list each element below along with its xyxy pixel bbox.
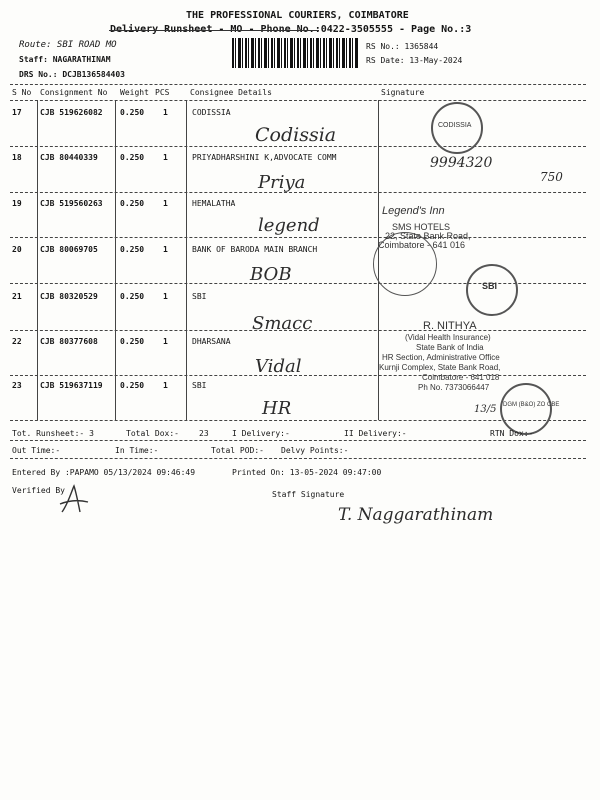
runsheet-strike [109, 30, 319, 31]
column-line [186, 100, 187, 420]
column-line [115, 100, 116, 420]
row-consignment: CJB 80069705 [40, 245, 98, 254]
officer-line: Coimbatore - 641 018 [422, 373, 500, 382]
phone-scrawl-2: 750 [540, 170, 563, 184]
col-signature: Signature [381, 88, 425, 97]
col-sno: S No [12, 88, 32, 97]
hotel-stamp-line: SMS HOTELS [392, 222, 451, 232]
staff-signature-label: Staff Signature [272, 490, 345, 499]
row-sno: 18 [12, 153, 22, 162]
row-sno: 22 [12, 337, 22, 346]
i-delivery: I Delivery:- [232, 429, 290, 438]
handwritten-signature: legend [258, 215, 320, 236]
row-sno: 19 [12, 199, 22, 208]
row-weight: 0.250 [120, 108, 145, 117]
seal-text: SBI [482, 281, 498, 291]
row-consignee: CODISSIA [192, 108, 231, 117]
row-pcs: 1 [163, 245, 168, 254]
row-consignee: PRIYADHARSHINI K,ADVOCATE COMM [192, 153, 337, 162]
staff-label: Staff: NAGARATHINAM [19, 55, 111, 64]
runsheet-title: Delivery Runsheet - MO - Phone No.:0422-3505555 - Page No.:3 [110, 24, 472, 35]
col-pcs: PCS [155, 88, 170, 97]
officer-line: HR Section, Administrative Office [382, 353, 500, 362]
row-consignment: CJB 519626082 [40, 108, 103, 117]
row-pcs: 1 [163, 199, 168, 208]
hotel-stamp-name: Legend's Inn [382, 205, 445, 217]
row-weight: 0.250 [120, 292, 145, 301]
rs-number: RS No.: 1365844 [366, 42, 439, 51]
dgm-seal-icon [500, 383, 552, 435]
tot-runsheet: Tot. Runsheet:- 3 [12, 429, 94, 438]
officer-line: Ph No. 7373066447 [418, 383, 490, 392]
handwritten-signature: Vidal [255, 356, 302, 377]
seal-text: DGM (B&O) ZO CBE [503, 402, 560, 408]
row-consignee: BANK OF BARODA MAIN BRANCH [192, 245, 318, 254]
hotel-stamp-line: Coimbatore - 641 016 [378, 240, 466, 250]
col-consignment: Consignment No [40, 88, 108, 97]
row-pcs: 1 [163, 381, 168, 390]
officer-name: R. NITHYA [423, 320, 477, 332]
seal-text: CODISSIA [438, 122, 472, 129]
divider [10, 192, 586, 193]
row-pcs: 1 [163, 153, 168, 162]
divider [10, 237, 586, 238]
row-consignee: SBI [192, 292, 207, 301]
ii-delivery: II Delivery:- [344, 429, 407, 438]
printed-on: Printed On: 13-05-2024 09:47:00 [232, 468, 382, 477]
officer-line: State Bank of India [416, 343, 484, 352]
row-sno: 17 [12, 108, 22, 117]
divider [10, 440, 586, 441]
total-dox-label: Total Dox:- [126, 429, 179, 438]
officer-line: (Vidal Health Insurance) [405, 333, 491, 342]
row-sno: 21 [12, 292, 22, 301]
row-pcs: 1 [163, 337, 168, 346]
rtn-dox: RTN Dox:- [490, 429, 534, 438]
divider [10, 420, 586, 421]
handwritten-signature: BOB [250, 264, 292, 285]
row-pcs: 1 [163, 108, 168, 117]
row-consignee: SBI [192, 381, 207, 390]
divider [10, 330, 586, 331]
entered-by: Entered By :PAPAMO 05/13/2024 09:46:49 [12, 468, 196, 477]
verifier-signature-icon [58, 482, 92, 518]
row-weight: 0.250 [120, 381, 145, 390]
row-consignment: CJB 80377608 [40, 337, 98, 346]
officer-line: Kurnji Complex, State Bank Road, [379, 363, 501, 372]
handwritten-signature: Codissia [255, 124, 337, 146]
in-time: In Time:- [115, 446, 159, 455]
row-weight: 0.250 [120, 199, 145, 208]
staff-signature: T. Naggarathinam [338, 505, 494, 525]
out-time: Out Time:- [12, 446, 61, 455]
divider [10, 84, 586, 85]
row-consignee: HEMALATHA [192, 199, 236, 208]
row-pcs: 1 [163, 292, 168, 301]
row-weight: 0.250 [120, 245, 145, 254]
barcode [232, 38, 358, 68]
row-consignment: CJB 80320529 [40, 292, 98, 301]
column-line [37, 100, 38, 420]
divider [10, 375, 586, 376]
handwritten-signature: HR [262, 398, 292, 419]
handwritten-signature: Smacc [252, 313, 313, 334]
total-dox-value: 23 [199, 429, 209, 438]
row-weight: 0.250 [120, 153, 145, 162]
divider [10, 100, 586, 101]
row-sno: 20 [12, 245, 22, 254]
row-consignee: DHARSANA [192, 337, 231, 346]
verified-by: Verified By [12, 486, 65, 495]
row-consignment: CJB 519637119 [40, 381, 103, 390]
company-title: THE PROFESSIONAL COURIERS, COIMBATORE [186, 10, 409, 21]
col-consignee: Consignee Details [190, 88, 272, 97]
row-consignment: CJB 80440339 [40, 153, 98, 162]
col-weight: Weight [120, 88, 149, 97]
divider [10, 146, 586, 147]
delvy-points: Delvy Points:- [281, 446, 349, 455]
drs-number: DRS No.: DCJB136584403 [19, 70, 125, 79]
handwritten-signature: Priya [258, 172, 306, 193]
row-weight: 0.250 [120, 337, 145, 346]
divider [10, 458, 586, 459]
date-scrawl: 13/5 [474, 404, 497, 415]
total-pod: Total POD:- [211, 446, 264, 455]
phone-scrawl: 9994320 [430, 155, 493, 171]
hotel-stamp-line: 22, State Bank Road, [385, 231, 471, 241]
row-sno: 23 [12, 381, 22, 390]
route-label: Route: SBI ROAD MO [19, 40, 117, 50]
row-consignment: CJB 519560263 [40, 199, 103, 208]
rs-date: RS Date: 13-May-2024 [366, 56, 463, 65]
